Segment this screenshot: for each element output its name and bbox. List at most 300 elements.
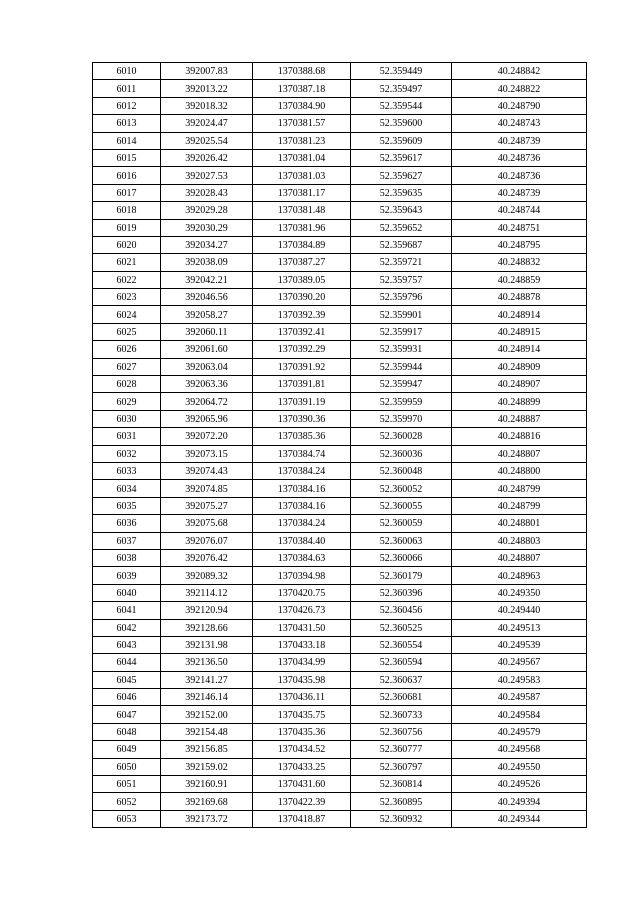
y-coordinate-cell xyxy=(253,706,351,723)
y-coordinate-cell xyxy=(253,393,351,410)
cell-text: 392156.85 xyxy=(185,744,228,756)
cell-text: 40.248887 xyxy=(497,414,541,425)
latitude-cell xyxy=(351,115,452,132)
cell-text: 392064.72 xyxy=(185,396,228,408)
latitude-cell xyxy=(351,723,452,740)
point-number-cell xyxy=(93,428,161,445)
point-number-cell xyxy=(93,654,161,671)
table-row xyxy=(93,741,587,758)
y-coordinate-cell xyxy=(253,741,351,758)
cell-text: 6042 xyxy=(116,622,137,634)
longitude-cell xyxy=(452,741,587,758)
x-coordinate-cell xyxy=(161,358,253,375)
cell-text: 1370385.36 xyxy=(277,431,326,443)
cell-text: 1370422.39 xyxy=(277,796,326,808)
table-row xyxy=(93,758,587,775)
latitude-cell xyxy=(351,202,452,219)
cell-text: 52.360756 xyxy=(379,727,423,739)
cell-text: 6043 xyxy=(116,640,137,652)
cell-text: 392018.32 xyxy=(185,100,228,112)
latitude-cell xyxy=(351,462,452,479)
cell-text: 40.249394 xyxy=(497,796,541,808)
cell-text: 392073.15 xyxy=(185,448,228,460)
cell-text: 40.249579 xyxy=(497,727,541,739)
cell-text: 52.359901 xyxy=(379,309,423,321)
cell-text: 40.248799 xyxy=(497,483,541,495)
cell-text: 6015 xyxy=(116,153,137,165)
y-coordinate-cell xyxy=(253,80,351,97)
cell-text: 40.248842 xyxy=(497,66,541,78)
longitude-cell xyxy=(452,63,587,80)
cell-text: 1370388.68 xyxy=(277,66,326,78)
longitude-cell xyxy=(452,254,587,271)
point-number-cell xyxy=(93,549,161,566)
x-coordinate-cell xyxy=(161,289,253,306)
latitude-cell xyxy=(351,636,452,653)
cell-text: 6039 xyxy=(116,570,137,582)
point-number-cell xyxy=(93,480,161,497)
latitude-cell xyxy=(351,271,452,288)
cell-text: 1370381.96 xyxy=(277,222,326,234)
point-number-cell xyxy=(93,462,161,479)
cell-text: 1370384.24 xyxy=(277,466,326,478)
y-coordinate-cell xyxy=(253,567,351,584)
cell-text: 6026 xyxy=(116,344,137,356)
table-row xyxy=(93,776,587,793)
y-coordinate-cell xyxy=(253,202,351,219)
point-number-cell xyxy=(93,63,161,80)
table-row xyxy=(93,462,587,479)
table-row xyxy=(93,358,587,375)
table-row xyxy=(93,480,587,497)
cell-text: 6048 xyxy=(116,727,137,739)
cell-text: 392028.43 xyxy=(185,187,228,199)
cell-text: 52.359757 xyxy=(379,274,423,286)
table-row xyxy=(93,289,587,306)
y-coordinate-cell xyxy=(253,132,351,149)
cell-text: 6047 xyxy=(116,709,137,721)
x-coordinate-cell xyxy=(161,549,253,566)
longitude-cell xyxy=(452,428,587,445)
point-number-cell xyxy=(93,410,161,427)
y-coordinate-cell xyxy=(253,323,351,340)
x-coordinate-cell xyxy=(161,776,253,793)
cell-text: 392063.36 xyxy=(185,379,228,391)
cell-text: 6051 xyxy=(116,779,137,791)
cell-text: 52.359609 xyxy=(379,135,423,147)
cell-text: 52.359617 xyxy=(379,153,423,165)
cell-text: 392025.54 xyxy=(185,135,228,147)
longitude-cell xyxy=(452,202,587,219)
cell-text: 40.248878 xyxy=(497,292,541,304)
cell-text: 392065.96 xyxy=(185,414,228,425)
y-coordinate-cell xyxy=(253,219,351,236)
cell-text: 392074.85 xyxy=(185,483,228,495)
longitude-cell xyxy=(452,515,587,532)
cell-text: 1370381.03 xyxy=(277,170,326,182)
cell-text: 6041 xyxy=(116,605,137,617)
cell-text: 52.360733 xyxy=(379,709,423,721)
cell-text: 392146.14 xyxy=(185,692,228,704)
y-coordinate-cell xyxy=(253,115,351,132)
table-row xyxy=(93,323,587,340)
longitude-cell xyxy=(452,289,587,306)
cell-text: 1370390.36 xyxy=(277,414,326,425)
longitude-cell xyxy=(452,358,587,375)
cell-text: 392026.42 xyxy=(185,153,228,165)
cell-text: 6049 xyxy=(116,744,137,756)
cell-text: 52.360063 xyxy=(379,535,423,547)
cell-text: 1370434.99 xyxy=(277,657,326,669)
cell-text: 1370392.29 xyxy=(277,344,326,356)
longitude-cell xyxy=(452,654,587,671)
cell-text: 52.360048 xyxy=(379,466,423,478)
cell-text: 40.249584 xyxy=(497,709,541,721)
cell-text: 6027 xyxy=(116,361,137,373)
x-coordinate-cell xyxy=(161,602,253,619)
table-row xyxy=(93,636,587,653)
latitude-cell xyxy=(351,149,452,166)
cell-text: 392027.53 xyxy=(185,170,228,182)
cell-text: 392024.47 xyxy=(185,118,228,130)
cell-text: 52.359917 xyxy=(379,327,423,339)
point-number-cell xyxy=(93,445,161,462)
cell-text: 40.248743 xyxy=(497,118,541,130)
cell-text: 1370433.18 xyxy=(277,640,326,652)
x-coordinate-cell xyxy=(161,462,253,479)
cell-text: 1370387.27 xyxy=(277,257,326,269)
table-row xyxy=(93,602,587,619)
cell-text: 6046 xyxy=(116,692,137,704)
point-number-cell xyxy=(93,515,161,532)
cell-text: 6013 xyxy=(116,118,137,130)
table-row xyxy=(93,445,587,462)
cell-text: 52.360036 xyxy=(379,448,423,460)
table-row xyxy=(93,97,587,114)
x-coordinate-cell xyxy=(161,132,253,149)
latitude-cell xyxy=(351,97,452,114)
cell-text: 6012 xyxy=(116,100,137,112)
cell-text: 1370384.63 xyxy=(277,553,326,565)
point-number-cell xyxy=(93,323,161,340)
latitude-cell xyxy=(351,619,452,636)
cell-text: 6010 xyxy=(116,66,137,78)
cell-text: 6025 xyxy=(116,327,137,339)
latitude-cell xyxy=(351,236,452,253)
x-coordinate-cell xyxy=(161,497,253,514)
point-number-cell xyxy=(93,202,161,219)
x-coordinate-cell xyxy=(161,393,253,410)
cell-text: 1370391.92 xyxy=(277,361,326,373)
table-row xyxy=(93,202,587,219)
table-row xyxy=(93,306,587,323)
cell-text: 6040 xyxy=(116,587,137,599)
cell-text: 40.248751 xyxy=(497,222,541,234)
cell-text: 1370384.16 xyxy=(277,500,326,512)
cell-text: 392154.48 xyxy=(185,727,228,739)
cell-text: 1370384.90 xyxy=(277,100,326,112)
cell-text: 1370434.52 xyxy=(277,744,326,756)
cell-text: 6036 xyxy=(116,518,137,530)
latitude-cell xyxy=(351,810,452,827)
cell-text: 392169.68 xyxy=(185,796,228,808)
x-coordinate-cell xyxy=(161,410,253,427)
table-row xyxy=(93,706,587,723)
y-coordinate-cell xyxy=(253,515,351,532)
cell-text: 1370435.36 xyxy=(277,727,326,739)
x-coordinate-cell xyxy=(161,202,253,219)
latitude-cell xyxy=(351,80,452,97)
y-coordinate-cell xyxy=(253,671,351,688)
point-number-cell xyxy=(93,602,161,619)
cell-text: 392152.00 xyxy=(185,709,228,721)
cell-text: 392141.27 xyxy=(185,674,228,686)
table-row xyxy=(93,689,587,706)
longitude-cell xyxy=(452,149,587,166)
y-coordinate-cell xyxy=(253,480,351,497)
cell-text: 1370431.60 xyxy=(277,779,326,791)
cell-text: 52.360028 xyxy=(379,431,423,443)
point-number-cell xyxy=(93,532,161,549)
x-coordinate-cell xyxy=(161,149,253,166)
x-coordinate-cell xyxy=(161,758,253,775)
table-row xyxy=(93,80,587,97)
y-coordinate-cell xyxy=(253,358,351,375)
y-coordinate-cell xyxy=(253,532,351,549)
cell-text: 6032 xyxy=(116,448,137,460)
y-coordinate-cell xyxy=(253,549,351,566)
cell-text: 6052 xyxy=(116,796,137,808)
cell-text: 52.359652 xyxy=(379,222,423,234)
x-coordinate-cell xyxy=(161,184,253,201)
point-number-cell xyxy=(93,723,161,740)
cell-text: 52.360052 xyxy=(379,483,423,495)
point-number-cell xyxy=(93,619,161,636)
y-coordinate-cell xyxy=(253,289,351,306)
cell-text: 1370392.39 xyxy=(277,309,326,321)
point-number-cell xyxy=(93,793,161,810)
cell-text: 392075.27 xyxy=(185,500,228,512)
point-number-cell xyxy=(93,810,161,827)
cell-text: 52.360797 xyxy=(379,761,423,773)
cell-text: 392072.20 xyxy=(185,431,228,443)
y-coordinate-cell xyxy=(253,758,351,775)
cell-text: 6023 xyxy=(116,292,137,304)
cell-text: 1370391.19 xyxy=(277,396,326,408)
y-coordinate-cell xyxy=(253,410,351,427)
point-number-cell xyxy=(93,706,161,723)
x-coordinate-cell xyxy=(161,254,253,271)
x-coordinate-cell xyxy=(161,115,253,132)
x-coordinate-cell xyxy=(161,741,253,758)
table-row xyxy=(93,341,587,358)
cell-text: 392076.42 xyxy=(185,553,228,565)
cell-text: 392042.21 xyxy=(185,274,228,286)
cell-text: 392060.11 xyxy=(185,327,228,339)
x-coordinate-cell xyxy=(161,97,253,114)
x-coordinate-cell xyxy=(161,515,253,532)
latitude-cell xyxy=(351,532,452,549)
latitude-cell xyxy=(351,793,452,810)
latitude-cell xyxy=(351,515,452,532)
latitude-cell xyxy=(351,445,452,462)
table-row xyxy=(93,167,587,184)
cell-text: 40.248914 xyxy=(497,309,541,321)
longitude-cell xyxy=(452,497,587,514)
point-number-cell xyxy=(93,567,161,584)
table-row xyxy=(93,549,587,566)
table-row xyxy=(93,810,587,827)
cell-text: 52.360777 xyxy=(379,744,423,756)
x-coordinate-cell xyxy=(161,63,253,80)
y-coordinate-cell xyxy=(253,428,351,445)
point-number-cell xyxy=(93,689,161,706)
latitude-cell xyxy=(351,776,452,793)
longitude-cell xyxy=(452,567,587,584)
cell-text: 52.359643 xyxy=(379,205,423,217)
cell-text: 6021 xyxy=(116,257,137,269)
point-number-cell xyxy=(93,184,161,201)
cell-text: 1370435.75 xyxy=(277,709,326,721)
cell-text: 52.360066 xyxy=(379,553,423,565)
latitude-cell xyxy=(351,602,452,619)
cell-text: 40.248963 xyxy=(497,570,541,582)
cell-text: 1370381.48 xyxy=(277,205,326,217)
table-row xyxy=(93,515,587,532)
longitude-cell xyxy=(452,602,587,619)
latitude-cell xyxy=(351,758,452,775)
longitude-cell xyxy=(452,758,587,775)
x-coordinate-cell xyxy=(161,671,253,688)
table-row xyxy=(93,410,587,427)
cell-text: 1370384.24 xyxy=(277,518,326,530)
point-number-cell xyxy=(93,758,161,775)
latitude-cell xyxy=(351,689,452,706)
latitude-cell xyxy=(351,428,452,445)
table-row xyxy=(93,723,587,740)
cell-text: 52.359796 xyxy=(379,292,423,304)
table-row xyxy=(93,63,587,80)
x-coordinate-cell xyxy=(161,376,253,393)
cell-text: 52.360456 xyxy=(379,605,423,617)
point-number-cell xyxy=(93,376,161,393)
cell-text: 52.359687 xyxy=(379,240,423,252)
longitude-cell xyxy=(452,584,587,601)
longitude-cell xyxy=(452,689,587,706)
table-row xyxy=(93,567,587,584)
cell-text: 1370387.18 xyxy=(277,83,326,95)
cell-text: 40.249550 xyxy=(497,761,541,773)
latitude-cell xyxy=(351,741,452,758)
cell-text: 392131.98 xyxy=(185,640,228,652)
latitude-cell xyxy=(351,567,452,584)
cell-text: 6035 xyxy=(116,500,137,512)
cell-text: 392007.83 xyxy=(185,66,228,78)
x-coordinate-cell xyxy=(161,810,253,827)
x-coordinate-cell xyxy=(161,167,253,184)
longitude-cell xyxy=(452,341,587,358)
point-number-cell xyxy=(93,341,161,358)
longitude-cell xyxy=(452,671,587,688)
table-row xyxy=(93,584,587,601)
latitude-cell xyxy=(351,323,452,340)
cell-text: 1370384.16 xyxy=(277,483,326,495)
latitude-cell xyxy=(351,184,452,201)
cell-text: 40.249539 xyxy=(497,640,541,652)
cell-text: 40.248907 xyxy=(497,379,541,391)
table-row xyxy=(93,236,587,253)
coordinates-table xyxy=(92,62,587,828)
x-coordinate-cell xyxy=(161,445,253,462)
cell-text: 6029 xyxy=(116,396,137,408)
x-coordinate-cell xyxy=(161,793,253,810)
cell-text: 392160.91 xyxy=(185,779,228,791)
cell-text: 392128.66 xyxy=(185,622,228,634)
latitude-cell xyxy=(351,584,452,601)
cell-text: 52.360814 xyxy=(379,779,423,791)
longitude-cell xyxy=(452,480,587,497)
cell-text: 6045 xyxy=(116,674,137,686)
cell-text: 40.248816 xyxy=(497,431,541,443)
cell-text: 6014 xyxy=(116,135,137,147)
cell-text: 52.359544 xyxy=(379,100,423,112)
longitude-cell xyxy=(452,723,587,740)
cell-text: 1370381.04 xyxy=(277,153,326,165)
x-coordinate-cell xyxy=(161,428,253,445)
cell-text: 1370391.81 xyxy=(277,379,326,391)
point-number-cell xyxy=(93,236,161,253)
latitude-cell xyxy=(351,219,452,236)
cell-text: 1370384.74 xyxy=(277,448,326,460)
x-coordinate-cell xyxy=(161,306,253,323)
cell-text: 40.249513 xyxy=(497,622,541,634)
cell-text: 6053 xyxy=(116,813,137,825)
point-number-cell xyxy=(93,289,161,306)
y-coordinate-cell xyxy=(253,97,351,114)
latitude-cell xyxy=(351,706,452,723)
cell-text: 392013.22 xyxy=(185,83,228,95)
y-coordinate-cell xyxy=(253,445,351,462)
x-coordinate-cell xyxy=(161,271,253,288)
table-row xyxy=(93,671,587,688)
cell-text: 52.359970 xyxy=(379,414,423,425)
longitude-cell xyxy=(452,306,587,323)
latitude-cell xyxy=(351,341,452,358)
latitude-cell xyxy=(351,167,452,184)
cell-text: 52.360179 xyxy=(379,570,423,582)
point-number-cell xyxy=(93,97,161,114)
y-coordinate-cell xyxy=(253,149,351,166)
cell-text: 6030 xyxy=(116,414,137,425)
cell-text: 392120.94 xyxy=(185,605,228,617)
cell-text: 1370394.98 xyxy=(277,570,326,582)
y-coordinate-cell xyxy=(253,619,351,636)
cell-text: 40.248739 xyxy=(497,135,541,147)
cell-text: 40.248915 xyxy=(497,327,541,339)
latitude-cell xyxy=(351,358,452,375)
longitude-cell xyxy=(452,219,587,236)
point-number-cell xyxy=(93,149,161,166)
longitude-cell xyxy=(452,184,587,201)
cell-text: 392136.50 xyxy=(185,657,228,669)
point-number-cell xyxy=(93,393,161,410)
table-row xyxy=(93,393,587,410)
cell-text: 40.248822 xyxy=(497,83,541,95)
cell-text: 52.360059 xyxy=(379,518,423,530)
point-number-cell xyxy=(93,306,161,323)
x-coordinate-cell xyxy=(161,706,253,723)
table-row xyxy=(93,184,587,201)
